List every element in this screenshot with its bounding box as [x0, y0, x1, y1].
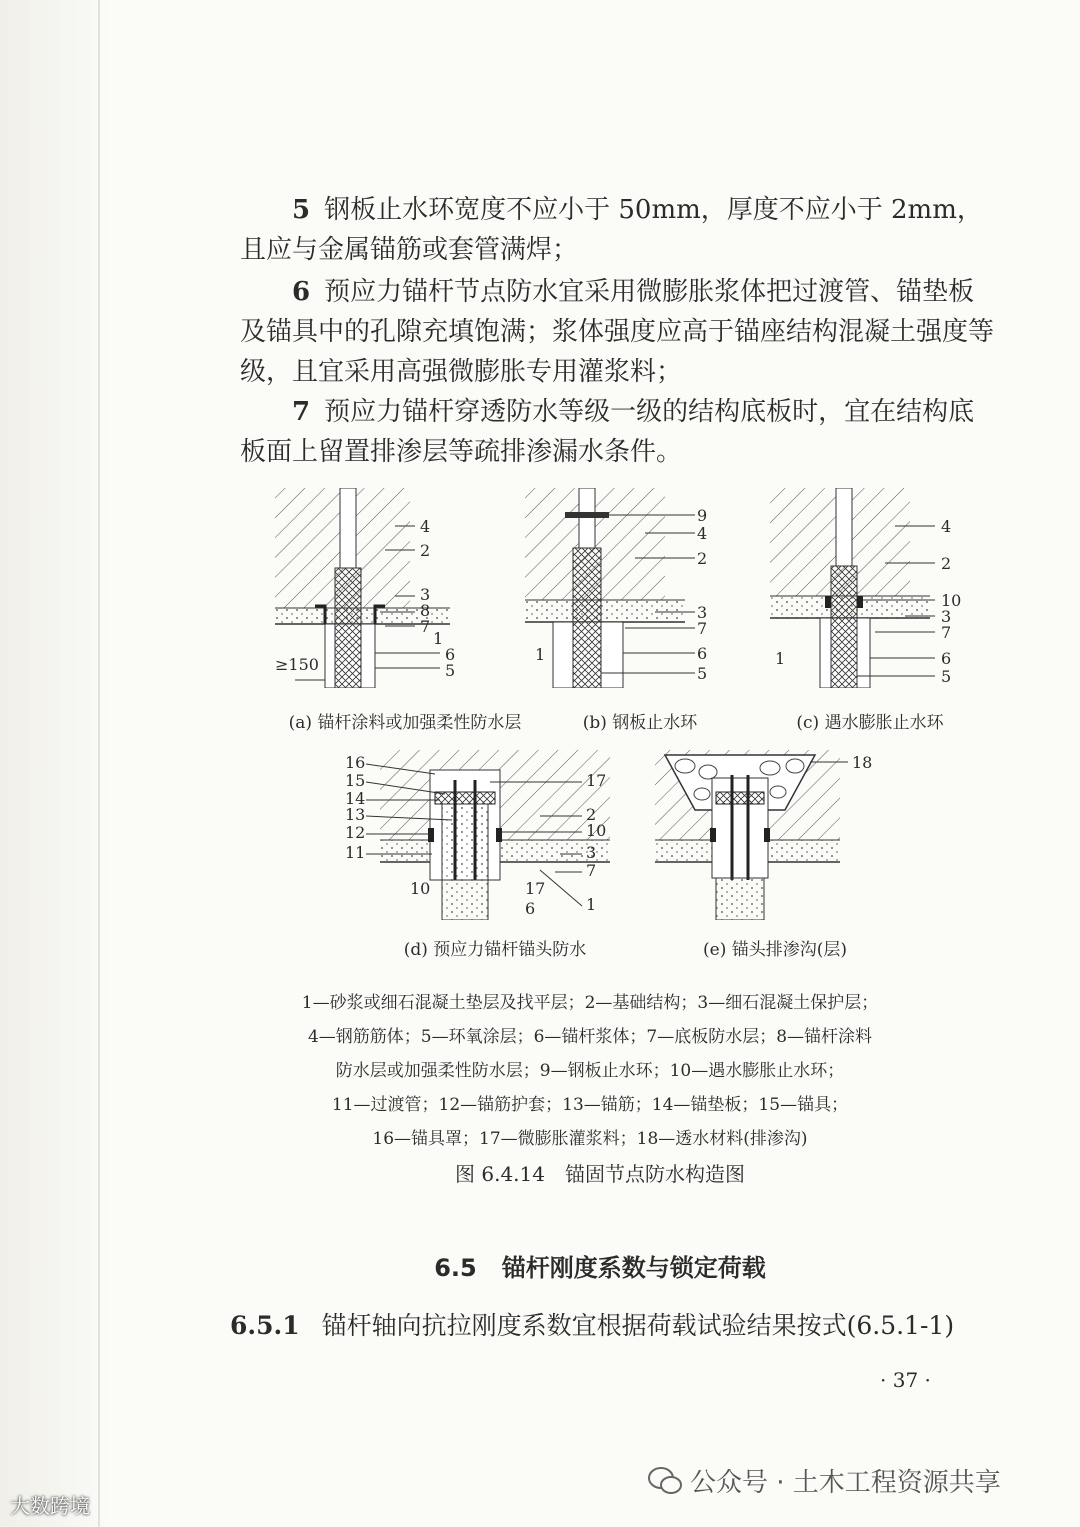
callout-label: 10	[410, 879, 431, 898]
book-spine-shadow	[0, 0, 112, 1527]
panel-d-caption: (d) 预应力锚杆锚头防水	[403, 940, 587, 960]
callout-label: 18	[852, 753, 873, 772]
figure-panel-b	[515, 488, 745, 688]
clause-6-5-1	[230, 1306, 1030, 1342]
paragraph-6	[240, 272, 1000, 392]
figure-legend	[230, 986, 950, 1156]
clause-number: 6.5.1	[230, 1311, 300, 1340]
callout-label: 3	[697, 603, 708, 622]
callout-label: 10	[941, 591, 962, 610]
section-heading	[350, 1248, 850, 1283]
section-title: 锚杆刚度系数与锁定荷载	[501, 1254, 766, 1282]
callout-label: 1	[586, 895, 597, 914]
callout-label: 2	[941, 554, 952, 573]
callout-label: 2	[697, 549, 708, 568]
callout-label: 15	[345, 771, 366, 790]
spine-crease	[98, 0, 100, 1527]
paragraph-number: 5	[292, 195, 311, 225]
callout-label: 12	[345, 823, 366, 842]
clause-text: 锚杆轴向抗拉刚度系数宜根据荷载试验结果按式(6.5.1-1)	[321, 1311, 955, 1340]
figure-title: 图 6.4.14 锚固节点防水构造图	[455, 1162, 745, 1186]
panel-c-caption: (c) 遇水膨胀止水环	[796, 713, 944, 733]
callout-label: 6	[697, 644, 708, 663]
paragraph-text: 预应力锚杆节点防水宜采用微膨胀浆体把过渡管、锚垫板及锚具中的孔隙充填饱满；浆体强度应高于锚座结构混凝土强度等级，且宜采用高强微膨胀专用灌浆料；	[240, 277, 995, 387]
callout-label: 14	[345, 789, 366, 808]
callout-label: 6	[941, 649, 952, 668]
paragraph-text: 钢板止水环宽度不应小于 50mm，厚度不应小于 2mm，且应与金属锚筋或套管满焊；	[240, 195, 983, 265]
callout-label: 8	[420, 601, 431, 620]
callout-label: 5	[941, 667, 952, 686]
callout-label: 4	[697, 524, 708, 543]
callout-label: 7	[420, 617, 431, 636]
panel-b-caption: (b) 钢板止水环	[582, 713, 698, 733]
figure-panel-a	[265, 488, 495, 688]
legend-line: 防水层或加强柔性防水层；9—钢板止水环；10—遇水膨胀止水环；	[335, 1061, 845, 1081]
callout-label: 17	[586, 771, 607, 790]
paragraph-7	[240, 392, 1000, 472]
paragraph-5	[240, 190, 1000, 270]
callout-label: 9	[697, 506, 708, 525]
callout-label: 2	[420, 541, 431, 560]
watermark-text: 公众号 · 土木工程资源共享	[690, 1468, 1001, 1498]
callout-label: 6	[525, 899, 536, 918]
callout-label: 3	[420, 585, 431, 604]
callout-label: 10	[586, 821, 607, 840]
brand-watermark	[10, 1490, 90, 1519]
callout-label: 5	[445, 661, 456, 680]
wechat-icon	[648, 1466, 682, 1496]
callout-label: 3	[941, 607, 952, 626]
panel-e-caption: (e) 锚头排渗沟(层)	[703, 940, 847, 960]
callout-label: 1	[433, 629, 444, 648]
callout-label: 1	[775, 649, 786, 668]
watermark-text: 大数跨境	[10, 1494, 90, 1518]
callout-label: 7	[586, 861, 597, 880]
callout-label: 1	[535, 645, 546, 664]
legend-line: 11—过渡管；12—锚筋护套；13—锚筋；14—锚垫板；15—锚具；	[331, 1095, 849, 1115]
callout-label: 4	[420, 517, 431, 536]
paragraph-text: 预应力锚杆穿透防水等级一级的结构底板时，宜在结构底板面上留置排渗层等疏排渗漏水条件。	[240, 397, 975, 467]
figure-panel-e	[650, 750, 890, 920]
callout-label: 7	[697, 619, 708, 638]
section-number: 6.5	[434, 1254, 477, 1282]
wechat-watermark	[648, 1462, 1001, 1499]
legend-line: 1—砂浆或细石混凝土垫层及找平层；2—基础结构；3—细石混凝土保护层；	[301, 993, 879, 1013]
callout-label: 2	[586, 805, 597, 824]
figure-panel-d	[340, 750, 640, 920]
paragraph-number: 6	[292, 277, 311, 307]
page-number: · 37 ·	[880, 1368, 931, 1392]
callout-label: 11	[345, 843, 366, 862]
callout-label: 5	[697, 664, 708, 683]
callout-label: 16	[345, 753, 366, 772]
callout-label: 4	[941, 517, 952, 536]
paragraph-number: 7	[292, 397, 311, 427]
callout-label: 13	[345, 805, 366, 824]
callout-label: 7	[941, 623, 952, 642]
callout-label: 3	[586, 843, 597, 862]
panel-a-caption: (a) 锚杆涂料或加强柔性防水层	[288, 713, 522, 733]
callout-label: 17	[525, 879, 546, 898]
callout-label: 6	[445, 645, 456, 664]
figure-panel-c	[765, 488, 980, 688]
legend-line: 4—钢筋筋体；5—环氧涂层；6—锚杆浆体；7—底板防水层；8—锚杆涂料	[307, 1027, 873, 1047]
dimension-label: ≥150	[275, 655, 319, 674]
legend-line: 16—锚具罩；17—微膨胀灌浆料；18—透水材料(排渗沟)	[372, 1129, 808, 1149]
